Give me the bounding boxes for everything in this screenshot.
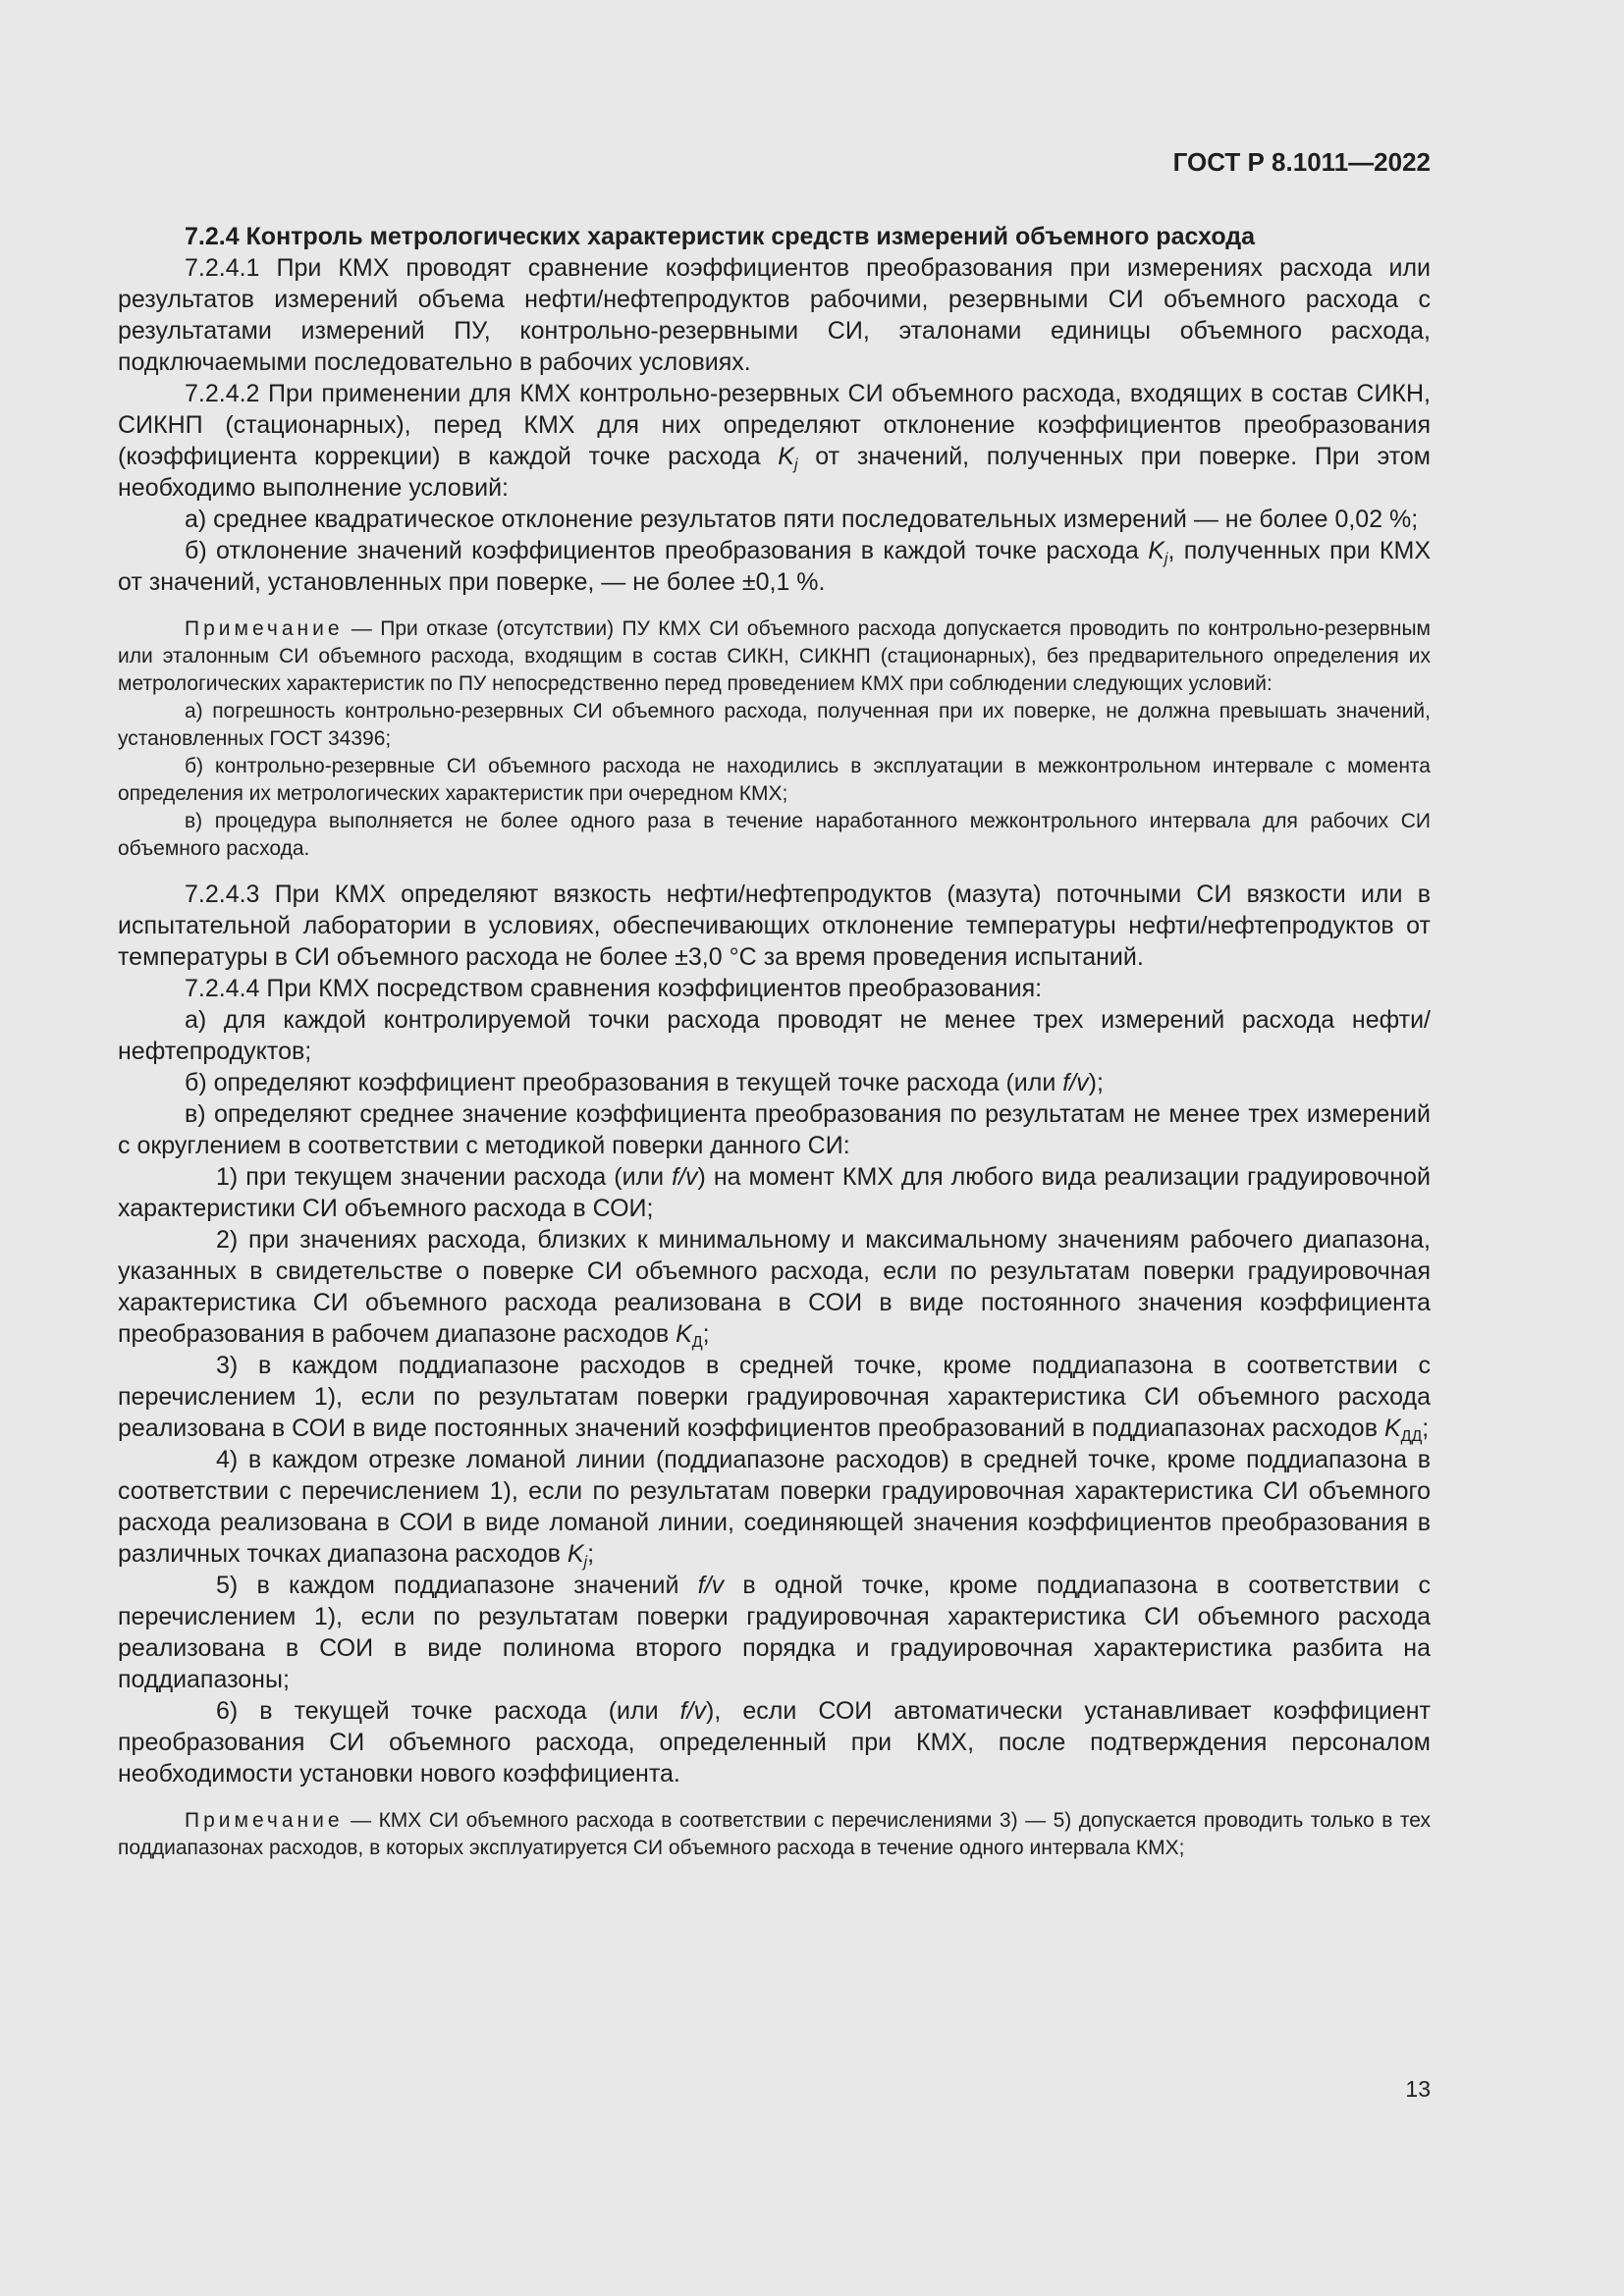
list-item-a: а) для каждой контролируемой точки расхода проводят не менее трех измерений расхода нефти/нефтепродуктов; bbox=[118, 1006, 1431, 1065]
condition-b: б) отклонение значений коэффициентов преобразования в каждой точке расхода $K_j$, полученных при КМХ от значений, установленных при поверке, — не более ±0,1 %. bbox=[118, 537, 1431, 596]
paragraph-7-2-4-2: 7.2.4.2 При применении для КМХ контрольно-резервных СИ объемного расхода, входящих в состав СИКН, СИКНП (стационарных), перед КМХ для них определяют отклонение коэффициентов преобразования (коэффициента коррекции) в каждой точке расхода $K_j$ от значений, полученных при поверке. При этом необходимо выполнение условий: bbox=[118, 380, 1431, 502]
note-1-item-a: а) погрешность контрольно-резервных СИ объемного расхода, полученная при их поверке, не должна превышать значений, установленных ГОСТ 34396; bbox=[118, 700, 1431, 750]
sub-item-1: 1) при текущем значении расхода (или f/v) на момент КМХ для любого вида реализации градуировочной характеристики СИ объемного расхода в СОИ; bbox=[118, 1163, 1432, 1222]
sub-item-2: 2) при значениях расхода, близких к минимальному и максимальному значениям рабочего диапазона, указанных в свидетельстве о поверке СИ объемного расхода, если по результатам поверки градуировочная характеристика СИ объемного расхода реализована в СОИ в виде постоянного значения коэффициента преобразования в рабочем диапазоне расходов $K_Д$; bbox=[118, 1226, 1431, 1351]
note-1-text: Примечание — При отказе (отсутствии) ПУ КМХ СИ объемного расхода допускается проводить по контрольно-резервным или эталонным СИ объемного расхода, входящим в состав СИКН, СИКНП (стационарных), без предварительного определения их метрологических характеристик по ПУ непосредственно перед проведением КМХ при соблюдении следующих условий: bbox=[118, 617, 1431, 695]
note-1 bbox=[118, 615, 1431, 863]
note-1-item-b: б) контрольно-резервные СИ объемного расхода не находились в эксплуатации в межконтрольном интервале с момента определения их метрологических характеристик при очередном КМХ; bbox=[118, 755, 1431, 805]
sub-item-4: 4) в каждом отрезке ломаной линии (поддиапазоне расходов) в средней точке, кроме поддиапазона в соответствии с перечислением 1), если по результатам поверки градуировочная характеристика СИ объемного расхода реализована в СОИ в виде ломаной линии, соединяющей значения коэффициентов преобразования в различных точках диапазона расходов $K_j$; bbox=[118, 1446, 1431, 1571]
list-item-b: б) определяют коэффициент преобразования в текущей точке расхода (или f/v); bbox=[185, 1069, 1104, 1096]
note-label: Примечание bbox=[185, 617, 344, 640]
page-content bbox=[118, 221, 1431, 1878]
standard-designation: ГОСТ Р 8.1011—2022 bbox=[1172, 147, 1431, 177]
section-title: 7.2.4 Контроль метрологических характеристик средств измерений объемного расхода bbox=[185, 223, 1256, 250]
sub-item-5: 5) в каждом поддиапазоне значений f/v в одной точке, кроме поддиапазона в соответствии с перечислением 1), если по результатам поверки градуировочная характеристика СИ объемного расхода реализована в СОИ в виде полинома второго порядка и градуировочная характеристика разбита на поддиапазоны; bbox=[118, 1572, 1432, 1693]
sub-item-3: 3) в каждом поддиапазоне расходов в средней точке, кроме поддиапазона в соответствии с перечислением 1), если по результатам поверки градуировочная характеристика СИ объемного расхода реализована в СОИ в виде постоянных значений коэффициентов преобразований в поддиапазонах расходов $K_{ДД}$; bbox=[118, 1352, 1431, 1445]
paragraph-7-2-4-4: 7.2.4.4 При КМХ посредством сравнения коэффициентов преобразования: bbox=[185, 975, 1043, 1002]
sub-item-6: 6) в текущей точке расхода (или f/v), если СОИ автоматически устанавливает коэффициент преобразования СИ объемного расхода, определенный при КМХ, после подтверждения персоналом необходимости установки нового коэффициента. bbox=[118, 1697, 1431, 1788]
note-2 bbox=[118, 1807, 1431, 1862]
paragraph-7-2-4-1: 7.2.4.1 При КМХ проводят сравнение коэффициентов преобразования при измерениях расхода или результатов измерений объема нефти/нефтепродуктов рабочими, резервными СИ объемного расхода с результатами измерений ПУ, контрольно-резервными СИ, эталонами единицы объемного расхода, подключаемыми последовательно в рабочих условиях. bbox=[118, 254, 1431, 376]
list-item-v: в) определяют среднее значение коэффициента преобразования по результатам не менее трех измерений с округлением в соответствии с методикой поверки данного СИ: bbox=[118, 1100, 1431, 1159]
note-2-text: Примечание — КМХ СИ объемного расхода в соответствии с перечислениями 3) — 5) допускается проводить только в тех поддиапазонах расходов, в которых эксплуатируется СИ объемного расхода в течение одного интервала КМХ; bbox=[118, 1809, 1431, 1859]
note-1-item-c: в) процедура выполняется не более одного раза в течение наработанного межконтрольного интервала для рабочих СИ объемного расхода. bbox=[118, 810, 1431, 860]
paragraph-7-2-4-3: 7.2.4.3 При КМХ определяют вязкость нефти/нефтепродуктов (мазута) поточными СИ вязкости или в испытательной лаборатории в условиях, обеспечивающих отклонение температуры нефти/нефтепродуктов от температуры в СИ объемного расхода не более ±3,0 °С за время проведения испытаний. bbox=[118, 881, 1431, 971]
page-number: 13 bbox=[1405, 2076, 1431, 2102]
condition-a: а) среднее квадратическое отклонение результатов пяти последовательных измерений — не более 0,02 %; bbox=[185, 506, 1419, 533]
